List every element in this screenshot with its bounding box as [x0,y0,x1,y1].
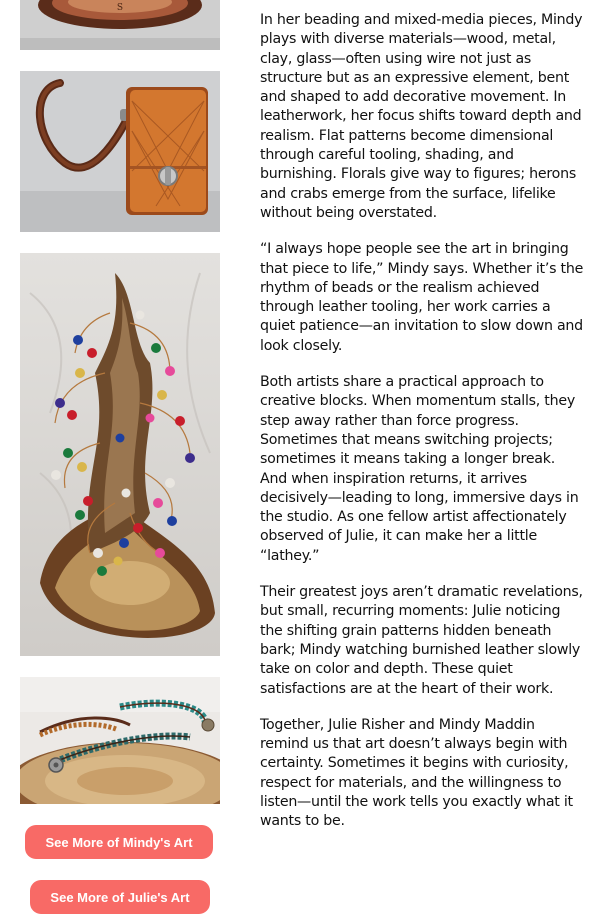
beaded-bracelets-photo [20,677,220,804]
article-paragraph: “I always hope people see the art in bringing that piece to life,” Mindy says. Whether it’s the rhythm of beads or the realism achieved through leather tooling, her work carries a quiet patience—an invitation to slow down and look closely. [260,241,584,354]
article-paragraph: Both artists share a practical approach to creative blocks. When momentum stalls, they step away rather than force progress. Sometimes that means switching projects; sometimes it means taking a longer break. And when inspiration returns, it arrives decisively—leading to long, immersive days in the studio. As one fellow artist affectionately observed of Julie, it can make her a little “lathey.” [260,374,579,564]
article-body [260,11,585,849]
see-more-mindy-button[interactable]: See More of Mindy's Art [25,825,213,859]
article-paragraph: Together, Julie Risher and Mindy Maddin remind us that art doesn’t always begin with certainty. Sometimes it begins with curiosity, respect for materials, and the willingness to listen—until the work tells you exactly what it wants to be. [260,716,573,830]
wood-bowl-photo [20,0,220,50]
leather-wallet-photo [20,71,220,232]
article-paragraph: In her beading and mixed-media pieces, Mindy plays with diverse materials—wood, metal, clay, glass—often using wire not just as structure but as an expressive element, bent and shaped to add decorative movement. In leatherwork, her focus shifts toward depth and realism. Flat patterns become dimensional through careful tooling, shading, and burnishing. Florals give way to figures; herons and crabs emerge from the surface, lifelike without being overstated. [260,12,583,221]
article-paragraph: Their greatest joys aren’t dramatic revelations, but small, recurring moments: Julie noticing the shifting grain patterns hidden beneath bark; Mindy watching burnished leather slowly take on color and depth. These quiet satisfactions are at the heart of their work. [260,584,583,697]
see-more-julie-button[interactable]: See More of Julie's Art [30,880,210,914]
driftwood-bead-tree-photo [20,253,220,656]
svg-text:S: S [116,3,124,13]
